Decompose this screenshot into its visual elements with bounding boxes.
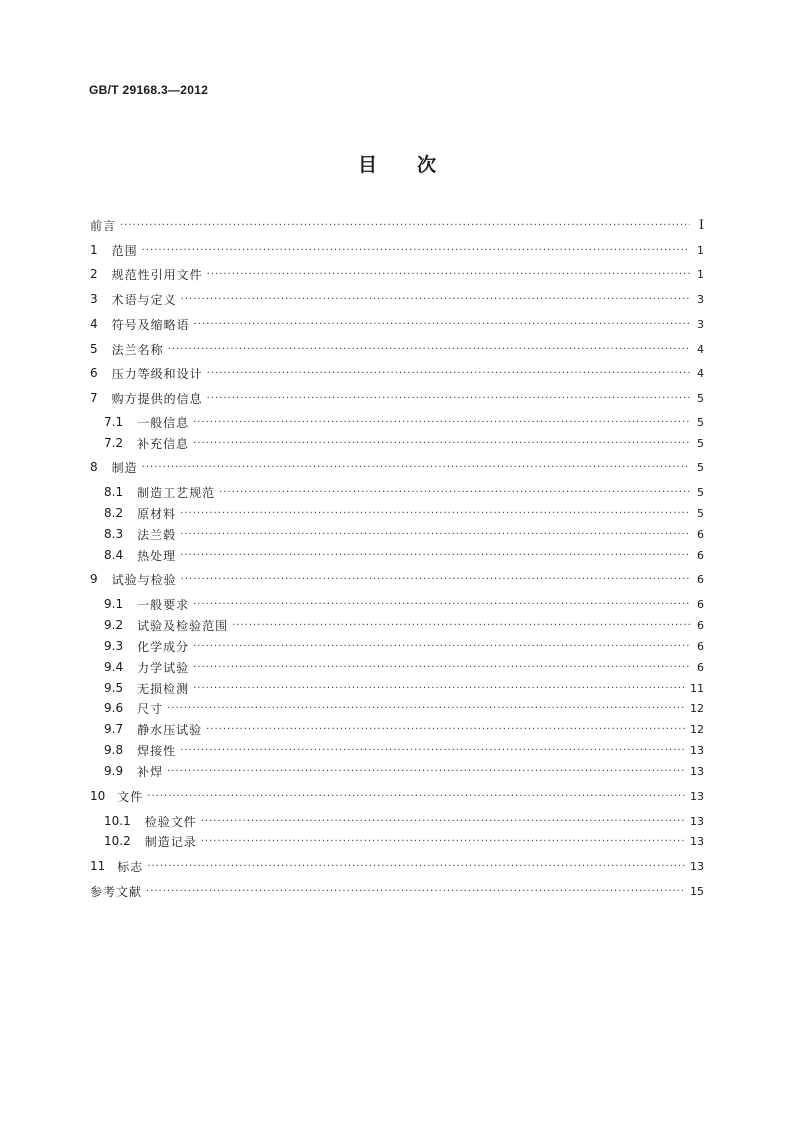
toc-entry-number: 8.1 bbox=[104, 485, 124, 499]
toc-entry-label: 压力等级和设计 bbox=[111, 366, 203, 381]
toc-entry-number: 11 bbox=[90, 859, 106, 873]
toc-leader-dots bbox=[142, 245, 690, 256]
toc-entry-page: 13 bbox=[690, 834, 704, 848]
toc-leader-dots bbox=[180, 529, 690, 540]
toc-entry-number: 8.3 bbox=[104, 527, 124, 541]
toc-entry[interactable] bbox=[104, 594, 704, 614]
toc-entry-label: 化学成分 bbox=[137, 639, 190, 654]
toc-leader-dots bbox=[181, 294, 690, 305]
toc-entry-number: 9.3 bbox=[104, 639, 124, 653]
toc-entry-label: 尺寸 bbox=[137, 701, 164, 716]
toc-entry-page: 12 bbox=[690, 701, 704, 715]
toc-entry-number: 5 bbox=[90, 342, 98, 356]
toc-entry[interactable] bbox=[104, 811, 704, 831]
toc-entry-number: 9.7 bbox=[104, 722, 124, 736]
toc-entry-page: 3 bbox=[697, 317, 704, 331]
toc-entry-number: 3 bbox=[90, 292, 98, 306]
toc-entry-number: 8.2 bbox=[104, 506, 124, 520]
toc-entry[interactable] bbox=[90, 339, 704, 359]
toc-entry-page: 6 bbox=[697, 660, 704, 674]
toc-leader-dots bbox=[193, 438, 690, 449]
toc-entry-page: 5 bbox=[697, 391, 704, 405]
title-char-2: 次 bbox=[417, 154, 437, 176]
toc-entry-label: 购方提供的信息 bbox=[111, 391, 203, 406]
toc-entry-page: 3 bbox=[697, 292, 704, 306]
toc-entry-page: 6 bbox=[697, 527, 704, 541]
toc-entry-number: 4 bbox=[90, 317, 98, 331]
toc-entry-label: 一般信息 bbox=[137, 415, 190, 430]
toc-leader-dots bbox=[201, 836, 686, 847]
toc-entry-page: 4 bbox=[697, 366, 704, 380]
toc-leader-dots bbox=[194, 319, 690, 330]
toc-entry-page: 1 bbox=[697, 243, 704, 257]
toc-leader-dots bbox=[167, 703, 686, 714]
toc-leader-dots bbox=[193, 599, 690, 610]
toc-entry-number: 9.5 bbox=[104, 681, 124, 695]
toc-entry-page: I bbox=[698, 217, 704, 233]
toc-leader-dots bbox=[219, 487, 690, 498]
toc-entry-number: 6 bbox=[90, 366, 98, 380]
toc-entry-label: 制造记录 bbox=[144, 834, 197, 849]
toc-entry-page: 13 bbox=[690, 764, 704, 778]
toc-entry-label: 范围 bbox=[111, 243, 138, 258]
toc-leader-dots bbox=[207, 368, 690, 379]
toc-entry-label: 前言 bbox=[90, 218, 117, 233]
toc-leader-dots bbox=[180, 508, 690, 519]
toc-entry-label: 试验及检验范围 bbox=[137, 618, 229, 633]
toc-entry-page: 6 bbox=[697, 639, 704, 653]
toc-entry-label: 标志 bbox=[117, 859, 144, 874]
toc-entry[interactable] bbox=[104, 719, 704, 739]
toc-leader-dots bbox=[232, 620, 690, 631]
toc-entry[interactable] bbox=[90, 363, 704, 383]
toc-entry[interactable] bbox=[90, 240, 704, 260]
toc-leader-dots bbox=[193, 683, 686, 694]
toc-entry-number: 2 bbox=[90, 267, 98, 281]
toc-leader-dots bbox=[120, 220, 690, 231]
toc-entry-label: 文件 bbox=[117, 789, 144, 804]
toc-entry-label: 补充信息 bbox=[137, 436, 190, 451]
toc-leader-dots bbox=[180, 550, 690, 561]
toc-entry[interactable] bbox=[90, 215, 704, 235]
toc-entry[interactable] bbox=[104, 678, 704, 698]
toc-entry-label: 无损检测 bbox=[137, 681, 190, 696]
toc-entry-page: 5 bbox=[697, 436, 704, 450]
toc-entry-number: 1 bbox=[90, 243, 98, 257]
toc-leader-dots bbox=[193, 641, 690, 652]
toc-entry[interactable] bbox=[90, 856, 704, 876]
toc-entry-number: 7.1 bbox=[104, 415, 124, 429]
toc-entry-number: 9.1 bbox=[104, 597, 124, 611]
toc-leader-dots bbox=[168, 344, 690, 355]
toc-entry-label: 热处理 bbox=[137, 548, 177, 563]
toc-entry-number: 7 bbox=[90, 391, 98, 405]
toc-entry-number: 9.6 bbox=[104, 701, 124, 715]
toc-entry-label: 法兰名称 bbox=[111, 342, 164, 357]
toc-leader-dots bbox=[206, 724, 686, 735]
toc-entry-page: 6 bbox=[697, 572, 704, 586]
toc-entry-label: 补焊 bbox=[137, 764, 164, 779]
toc-entry-number: 9 bbox=[90, 572, 98, 586]
standard-code: GB/T 29168.3—2012 bbox=[89, 83, 209, 97]
toc-entry-label: 法兰毂 bbox=[137, 527, 177, 542]
toc-entry-label: 规范性引用文件 bbox=[111, 267, 203, 282]
toc-entry-number: 9.9 bbox=[104, 764, 124, 778]
toc-entry[interactable] bbox=[104, 657, 704, 677]
toc-leader-dots bbox=[207, 269, 690, 280]
page-title bbox=[0, 150, 794, 177]
toc-entry[interactable] bbox=[104, 698, 704, 718]
toc-entry-page: 13 bbox=[690, 859, 704, 873]
toc-entry-page: 4 bbox=[697, 342, 704, 356]
toc-entry-number: 9.4 bbox=[104, 660, 124, 674]
toc-entry-page: 13 bbox=[690, 814, 704, 828]
toc-leader-dots bbox=[201, 816, 686, 827]
toc-entry-number: 8.4 bbox=[104, 548, 124, 562]
toc-entry-page: 6 bbox=[697, 597, 704, 611]
toc-leader-dots bbox=[181, 574, 690, 585]
toc-entry-label: 制造 bbox=[111, 460, 138, 475]
toc-entry-label: 制造工艺规范 bbox=[137, 485, 216, 500]
toc-leader-dots bbox=[167, 766, 686, 777]
toc-entry[interactable] bbox=[104, 524, 704, 544]
toc-leader-dots bbox=[147, 861, 686, 872]
toc-entry[interactable] bbox=[104, 636, 704, 656]
toc-entry-page: 13 bbox=[690, 789, 704, 803]
toc-entry-label: 检验文件 bbox=[144, 814, 197, 829]
toc-entry[interactable] bbox=[104, 761, 704, 781]
toc-entry-page: 5 bbox=[697, 506, 704, 520]
toc-entry-number: 9.2 bbox=[104, 618, 124, 632]
toc-entry-label: 力学试验 bbox=[137, 660, 190, 675]
toc-entry[interactable] bbox=[90, 264, 704, 284]
toc-entry-label: 参考文献 bbox=[90, 884, 143, 899]
toc-entry-number: 10.1 bbox=[104, 814, 131, 828]
toc-entry-page: 15 bbox=[690, 884, 704, 898]
toc-leader-dots bbox=[146, 886, 686, 897]
toc-entry-page: 5 bbox=[697, 485, 704, 499]
toc-entry[interactable] bbox=[90, 314, 704, 334]
toc-leader-dots bbox=[193, 417, 690, 428]
toc-leader-dots bbox=[142, 462, 690, 473]
toc-entry[interactable] bbox=[90, 289, 704, 309]
toc-entry[interactable] bbox=[104, 615, 704, 635]
toc-entry-number: 8 bbox=[90, 460, 98, 474]
toc-entry-label: 焊接性 bbox=[137, 743, 177, 758]
toc-entry-page: 13 bbox=[690, 743, 704, 757]
toc-entry[interactable] bbox=[104, 412, 704, 432]
title-char-1: 目 bbox=[357, 154, 377, 176]
toc-entry-number: 7.2 bbox=[104, 436, 124, 450]
toc-entry-page: 11 bbox=[690, 681, 704, 695]
toc-entry-number: 10.2 bbox=[104, 834, 131, 848]
toc-entry[interactable] bbox=[104, 740, 704, 760]
toc-entry[interactable] bbox=[90, 457, 704, 477]
toc-entry-number: 10 bbox=[90, 789, 106, 803]
toc-leader-dots bbox=[147, 791, 686, 802]
toc-entry[interactable] bbox=[90, 388, 704, 408]
toc-entry[interactable] bbox=[104, 503, 704, 523]
toc-entry[interactable] bbox=[90, 881, 704, 901]
toc-entry-page: 6 bbox=[697, 618, 704, 632]
toc-leader-dots bbox=[193, 662, 690, 673]
toc-leader-dots bbox=[207, 393, 690, 404]
toc-entry-label: 一般要求 bbox=[137, 597, 190, 612]
toc-entry[interactable] bbox=[90, 569, 704, 589]
toc-entry-label: 术语与定义 bbox=[111, 292, 177, 307]
toc-entry-page: 5 bbox=[697, 415, 704, 429]
toc-entry[interactable] bbox=[104, 433, 704, 453]
toc-entry[interactable] bbox=[104, 545, 704, 565]
toc-entry-label: 试验与检验 bbox=[111, 572, 177, 587]
toc-entry-number: 9.8 bbox=[104, 743, 124, 757]
toc-entry-page: 6 bbox=[697, 548, 704, 562]
toc-entry[interactable] bbox=[90, 786, 704, 806]
toc-entry[interactable] bbox=[104, 482, 704, 502]
toc-leader-dots bbox=[180, 745, 686, 756]
toc-entry-label: 静水压试验 bbox=[137, 722, 203, 737]
toc-entry-page: 5 bbox=[697, 460, 704, 474]
toc-entry[interactable] bbox=[104, 831, 704, 851]
toc-entry-page: 1 bbox=[697, 267, 704, 281]
toc-entry-page: 12 bbox=[690, 722, 704, 736]
toc-entry-label: 原材料 bbox=[137, 506, 177, 521]
toc-entry-label: 符号及缩略语 bbox=[111, 317, 190, 332]
